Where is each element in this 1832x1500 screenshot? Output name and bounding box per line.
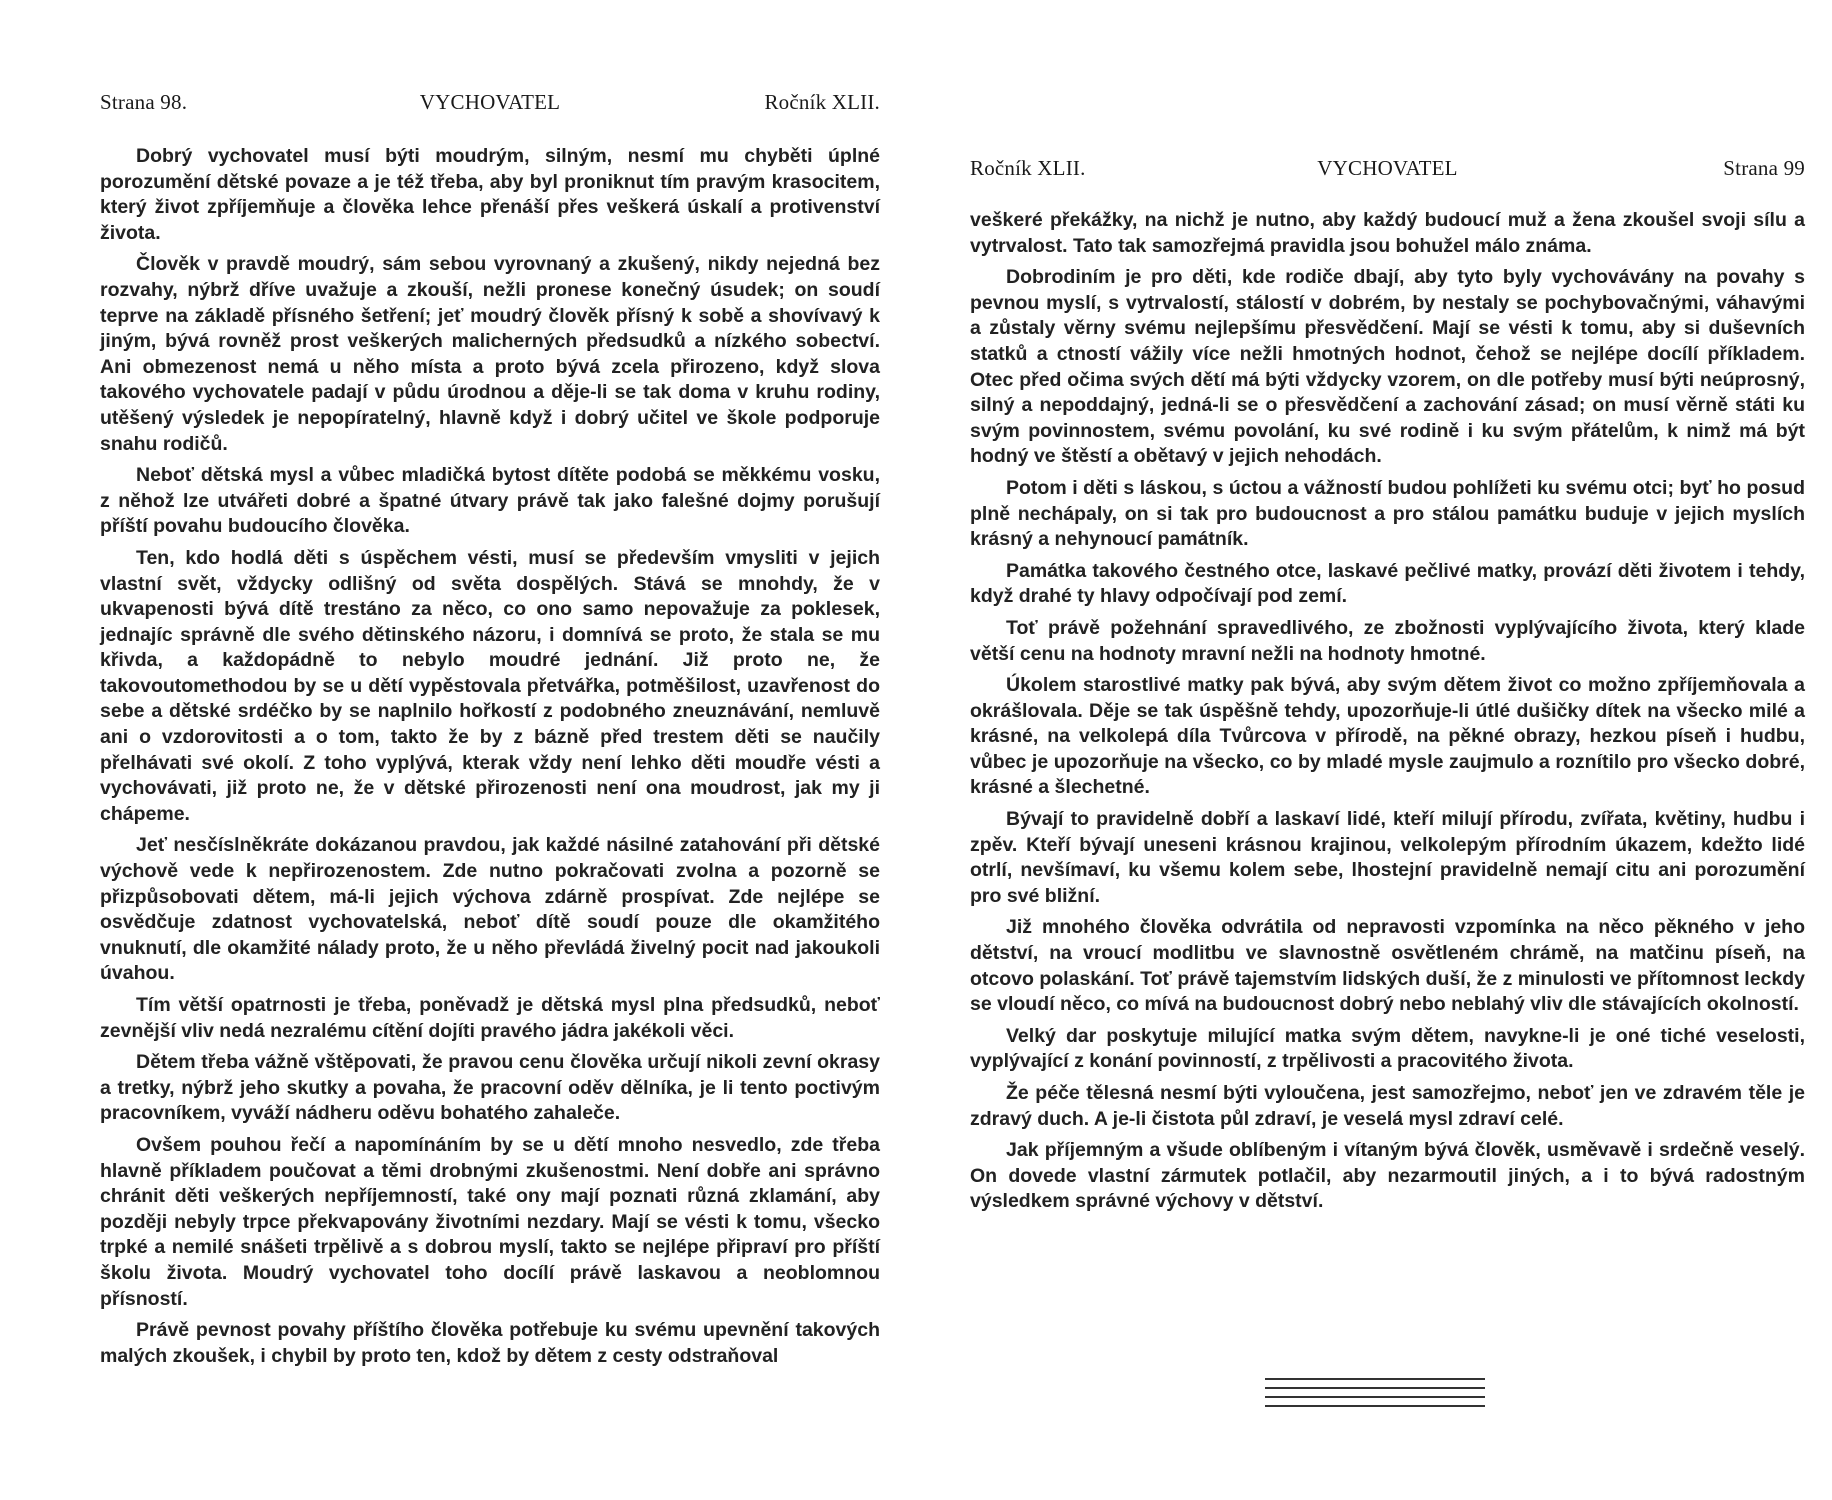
volume-label: Ročník XLII. bbox=[764, 90, 880, 114]
journal-title: VYCHOVATEL bbox=[419, 90, 561, 114]
section-end-ornament bbox=[1265, 1378, 1485, 1414]
paragraph: Člověk v pravdě moudrý, sám sebou vyrovnaný a zkušený, nikdy nejedná bez rozvahy, nýbrž dříve uvažuje a zkouší, nežli pronese konečný úsudek; on soudí teprve na základě přísného šetření; jeť moudrý člověk přísný k sobě a shovívavý k jiným, bývá rovněž prost veškerých malicherných předsudků a nízkého sobectví. Ani obmezenost nemá u něho místa a proto bývá zcela přirozeno, když slova takového vychovatele padají v půdu úrodnou a děje-li se tak doma v kruhu rodiny, utěšený výsledek je nepopíratelný, hlavně když i dobrý učitel ve škole podporuje snahu rodičů. bbox=[100, 253, 880, 455]
ornament-rule bbox=[1265, 1378, 1485, 1380]
paragraph: Toť právě požehnání spravedlivého, ze zbožnosti vyplývajícího života, který klade větší cenu na hodnoty mravní nežli na hodnoty hmotné. bbox=[970, 616, 1805, 665]
left-page-header bbox=[100, 90, 880, 120]
right-page-body bbox=[970, 208, 1805, 1221]
page-number-label: Strana 99 bbox=[1723, 156, 1805, 180]
left-page-body bbox=[100, 144, 880, 1375]
ornament-rule bbox=[1265, 1387, 1485, 1389]
paragraph: Že péče tělesná nesmí býti vyloučena, jest samozřejmo, neboť jen ve zdravém těle je zdravý duch. A je-li čistota půl zdraví, je veselá mysl zdraví celé. bbox=[970, 1082, 1805, 1130]
journal-title: VYCHOVATEL bbox=[1317, 156, 1458, 180]
left-page bbox=[100, 0, 880, 1500]
paragraph: Potom i děti s láskou, s úctou a vážností budou pohlížeti ku svému otci; byť ho posud plně nechápaly, on si tak pro budoucnost a pro stálou památku buduje v jejich myslích krásný a nehynoucí památník. bbox=[970, 476, 1805, 551]
right-page bbox=[970, 0, 1805, 1500]
paragraph: Úkolem starostlivé matky pak bývá, aby svým dětem život co možno zpříjemňovala a okrášlovala. Děje se tak úspěšně tehdy, upozorňuje-li útlé dušičky dítek na všecko milé a krásné, na velkolepá díla Tvůrcova v přírodě, na pěkné obrazy, hezkou píseň i hudbu, vůbec je upozorňuje na všecko, co by mladé mysle zaujmulo a roznítilo pro všecko dobré, krásné a šlechetné. bbox=[970, 674, 1805, 799]
paragraph: Ten, kdo hodlá děti s úspěchem vésti, musí se především vmysliti v jejich vlastní svět, vždycky odlišný od světa dospělých. Stává se mnohdy, že v ukvapenosti bývá dítě trestáno za něco, co ono samo nepovažuje za poklesek, jednajíc správně dle svého dětinského názoru, i domnívá se proto, že stala se mu křivda, a každopádně to nebylo moudré jednání. Již proto ne, že takovoutomethodou by se u dětí vypěstovala přetvářka, potměšilost, uzavřenost do sebe a dětské srdéčko by se naplnilo hořkostí z podobného zneuznávání, nemluvě ani o vzdorovitosti a o tom, takto že by z bázně před trestem děti se naučily přelhávati své okolí. Z toho vyplývá, kterak vždy není lehko děti moudře vésti a vychovávati, již proto ne, že v dětské přirozenosti není ona moudrost, jak my ji chápeme. bbox=[100, 546, 880, 825]
paragraph: Jak příjemným a všude oblíbeným i vítaným bývá člověk, usměvavě i srdečně veselý. On dovede vlastní zármutek potlačil, aby nezarmoutil jiných, a i to bývá radostným výsledkem správné výchovy v dětství. bbox=[970, 1139, 1805, 1213]
paragraph: Dětem třeba vážně vštěpovati, že pravou cenu člověka určují nikoli zevní okrasy a tretky, nýbrž jeho skutky a povaha, že pracovní oděv dělníka, je li tento poctivým pracovníkem, vyváží nádheru oděvu bohatého zahaleče. bbox=[100, 1051, 880, 1125]
paragraph: Právě pevnost povahy příštího člověka potřebuje ku svému upevnění takových malých zkoušek, i chybil by proto ten, kdož by dětem z cesty odstraňoval bbox=[100, 1319, 880, 1367]
paragraph: Tím větší opatrnosti je třeba, poněvadž je dětská mysl plna předsudků, neboť zevnější vliv nedá nezralému cítění dojíti pravého jádra jakékoli věci. bbox=[100, 994, 880, 1042]
paragraph: Památka takového čestného otce, laskavé pečlivé matky, provází děti životem i tehdy, když drahé ty hlavy odpočívají pod zemí. bbox=[970, 559, 1805, 608]
paragraph: Bývají to pravidelně dobří a laskaví lidé, kteří milují přírodu, zvířata, květiny, hudbu i zpěv. Kteří bývají uneseni krásnou krajinou, velkolepým přírodním úkazem, kdežto lidé otrlí, nevšímaví, ku všemu kolem sebe, lhostejní pravidelně nemají citu ani porozumění pro své bližní. bbox=[970, 808, 1805, 907]
paragraph: Dobrodiním je pro děti, kde rodiče dbají, aby tyto byly vychovávány na povahy s pevnou myslí, s vytrvalostí, stálostí v dobrém, by nestaly se pochybovačnými, váhavými a zůstaly věrny svému nejlepšímu přesvědčení. Mají se vésti k tomu, aby si duševních statků a ctností vážily více nežli hmotných hodnot, čehož se nejlépe docílí příkladem. Otec před očima svých dětí má býti vždycky vzorem, on dle potřeby musí býti neúprosný, silný a nepoddajný, jedná-li se o přesvědčení a zachování zásad; on musí věrně státi ku svým povinnostem, svému povolání, ku své rodině i ku svým přátelům, k nimž má být hodný ve štěstí a obětavý v jejich nehodách. bbox=[970, 266, 1805, 468]
paragraph: Ovšem pouhou řečí a napomínáním by se u dětí mnoho nesvedlo, zde třeba hlavně příkladem poučovat a těmi drobnými zkušenostmi. Není dobře ani správno chránit děti veškerých nepříjemností, také ony mají poznati různá zklamání, aby později nebyly trpce překvapovány životními nezdary. Mají se vésti k tomu, všecko trpké a nemilé snášeti trpělivě a s dobrou myslí, takto se nejlépe připraví pro příští školu života. Moudrý vychovatel toho docílí právě laskavou a neoblomnou přísností. bbox=[100, 1133, 880, 1310]
paragraph: Velký dar poskytuje milující matka svým dětem, navykne-li je oné tiché veselosti, vyplývající z konání povinností, z trpělivosti a pracovitého života. bbox=[970, 1024, 1805, 1073]
paragraph: veškeré překážky, na nichž je nutno, aby každý budoucí muž a žena zkoušel svoji sílu a vytrvalost. Tato tak samozřejmá pravidla jsou bohužel málo známa. bbox=[970, 209, 1805, 257]
paragraph: Dobrý vychovatel musí býti moudrým, silným, nesmí mu chyběti úplné porozumění dětské povaze a je též třeba, aby byl proniknut tím pravým krasocitem, který život zpříjemňuje a člověka lehce přenáší přes veškerá úskalí a protivenství života. bbox=[100, 145, 880, 244]
ornament-rule bbox=[1265, 1405, 1485, 1407]
page-number-label: Strana 98. bbox=[100, 90, 188, 114]
ornament-rule bbox=[1265, 1396, 1485, 1398]
right-page-header bbox=[970, 156, 1805, 186]
paragraph: Jeť nesčíslněkráte dokázanou pravdou, jak každé násilné zatahování při dětské výchově vede k nepřirozenostem. Zde nutno pokračovati zvolna a pozorně se přizpůsobovati dětem, má-li jejich výchova zdárně prospívat. Zde nejlépe se osvědčuje zdatnost vychovatelská, neboť dítě soudí pouze dle okamžitého vnuknutí, dle okamžité nálady proto, že u něho převládá živelný pocit nad jakoukoli úvahou. bbox=[100, 834, 880, 985]
paragraph: Neboť dětská mysl a vůbec mladičká bytost dítěte podobá se měkkému vosku, z něhož lze utvářeti dobré a špatné útvary právě tak jako falešné dojmy porušují příští povahu budoucího člověka. bbox=[100, 464, 880, 538]
paragraph: Již mnohého člověka odvrátila od nepravosti vzpomínka na něco pěkného v jeho dětství, na vroucí modlitbu ve slavnostně osvětleném chrámě, na matčinu píseň, na otcovo polaskání. Toť právě tajemstvím lidských duší, že z minulosti ve přítomnost leckdy se vloudí něco, co mívá na budoucnost dobrý nebo neblahý vliv dle stávajících okolností. bbox=[970, 916, 1805, 1016]
volume-label: Ročník XLII. bbox=[970, 156, 1086, 180]
